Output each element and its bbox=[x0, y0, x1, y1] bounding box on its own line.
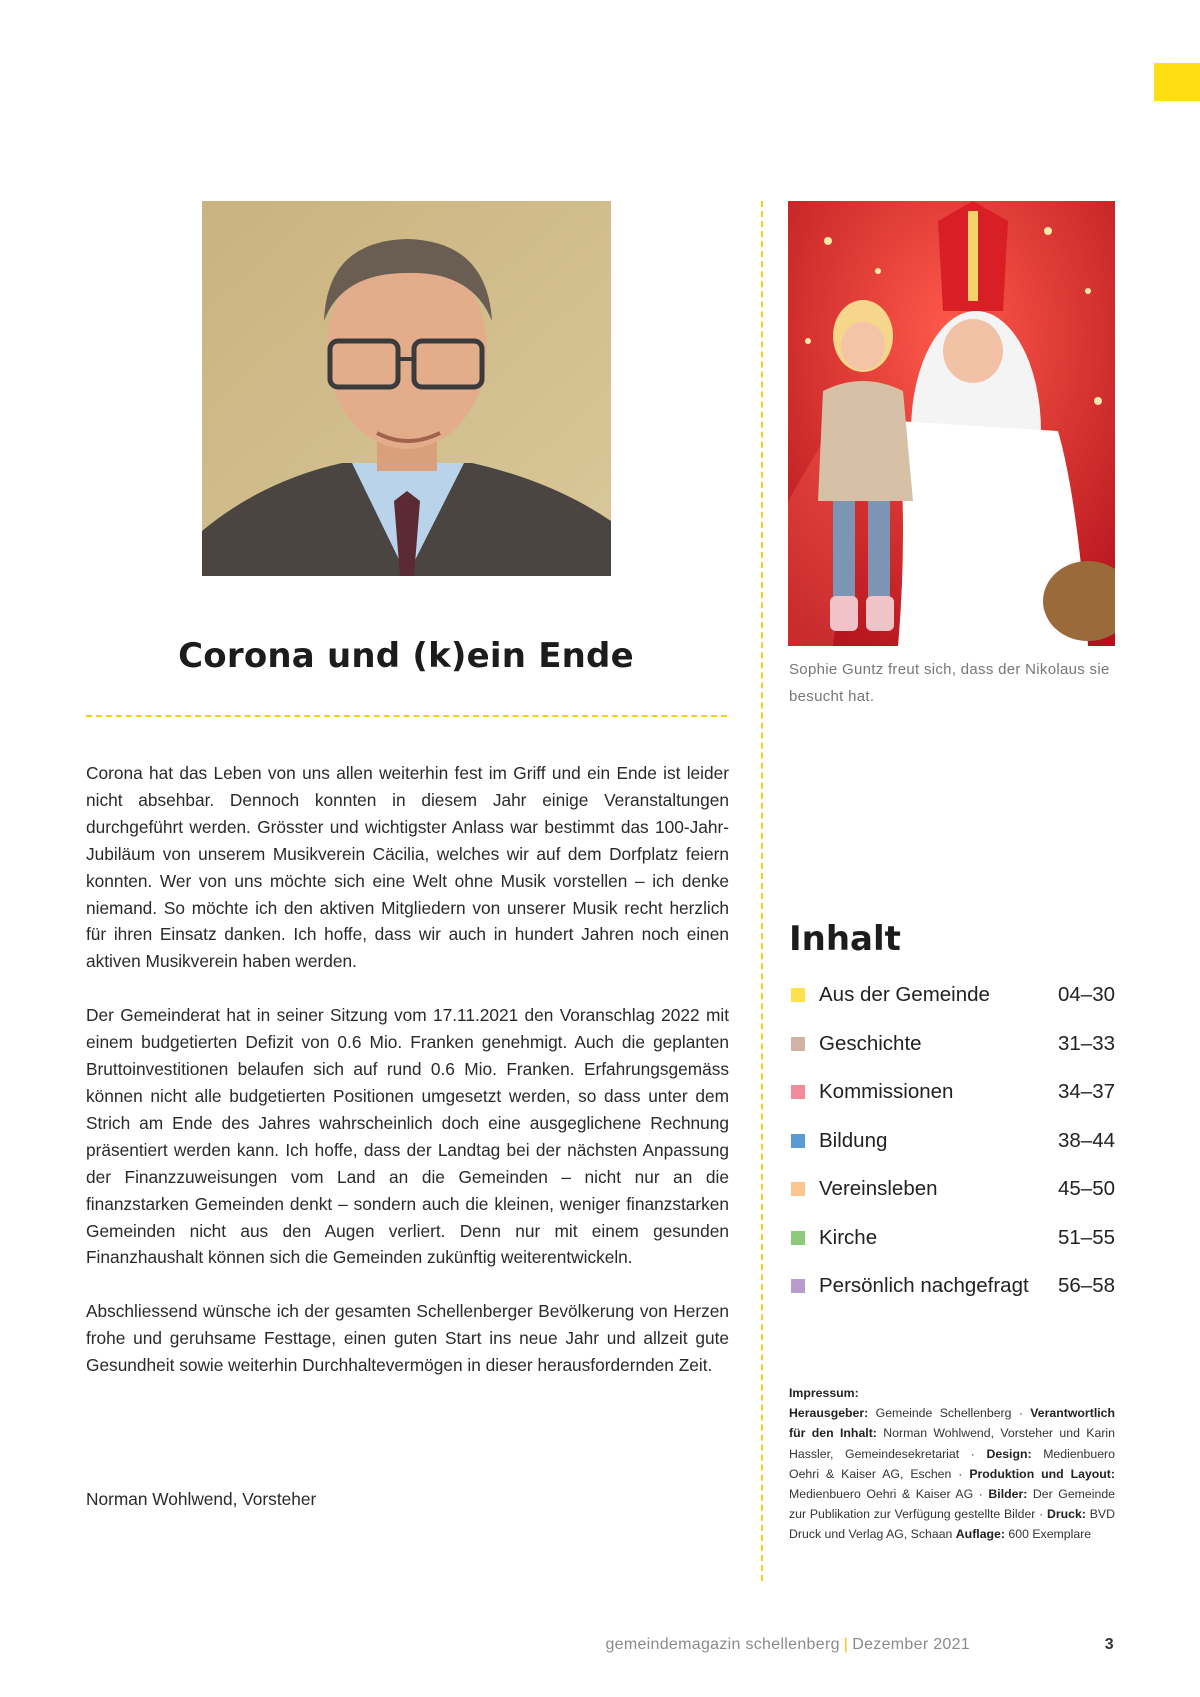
imprint-value: Der Gemeinde zur Publikation zur Verfügung gestellte Bilder bbox=[789, 1487, 1116, 1522]
toc-item-label: Geschichte bbox=[819, 1031, 922, 1055]
toc-item-pages: 04–30 bbox=[1057, 983, 1115, 1007]
imprint-value: Gemeinde Schellenberg bbox=[875, 1406, 1012, 1421]
imprint: Impressum: Herausgeber: Gemeinde Schellenberg · Verantwortlich für den Inhalt: Norman Wohlwend, Vorsteher und Karin Hassler, Gemeindesekretariat · Design: Medienbuero Oehri & Kaiser AG, Eschen · Produktion und Layout: Medienbuero Oehri & Kaiser AG · Bilder: Der Gemeinde zur Publikation zur Verfügung gestellte Bilder · Druck: BVD Druck und Verlag AG, Schaan Auflage: 600 Exemplare bbox=[789, 1386, 1116, 1542]
imprint-value: 600 Exemplare bbox=[1008, 1527, 1092, 1542]
toc-item[interactable] bbox=[791, 1262, 1115, 1311]
toc-item-pages: 45–50 bbox=[1057, 1177, 1115, 1201]
toc-item[interactable] bbox=[791, 1117, 1115, 1166]
toc-item[interactable] bbox=[791, 1214, 1115, 1263]
footer-publication bbox=[605, 1636, 970, 1654]
article-body bbox=[86, 760, 729, 1406]
article-paragraph: Corona hat das Leben von uns allen weiterhin fest im Griff und ein Ende ist leider nicht absehbar. Dennoch konnten in diesem Jahr einige Veranstaltungen durchgeführt werden. Grösster und wichtigster Anlass war bestimmt das 100-Jahr-Jubiläum von unserem Musikverein Cäcilia, welches wir auf dem Dorfplatz feiern konnten. Wer von uns möchte sich eine Welt ohne Musik vorstellen – ich denke niemand. So möchte ich den aktiven Mitgliedern von unserer Musik recht herzlich für ihren Einsatz danken. Ich hoffe, dass wir auch in hundert Jahren noch einen aktiven Musikverein haben werden. bbox=[86, 763, 729, 972]
footer-separator: | bbox=[843, 1636, 849, 1653]
footer-issue: Dezember 2021 bbox=[852, 1636, 970, 1653]
imprint-label: Auflage: bbox=[955, 1527, 1005, 1542]
toc-color-swatch bbox=[791, 1279, 805, 1293]
imprint-value: BVD Druck und Verlag AG, Schaan bbox=[789, 1507, 1116, 1542]
imprint-value: Medienbuero Oehri & Kaiser AG, Eschen bbox=[789, 1446, 1115, 1481]
toc-title: Inhalt bbox=[789, 919, 901, 959]
article-signature: Norman Wohlwend, Vorsteher bbox=[86, 1489, 317, 1509]
toc-color-swatch bbox=[791, 1134, 805, 1148]
toc-item-pages: 31–33 bbox=[1057, 1031, 1115, 1055]
toc-item-pages: 51–55 bbox=[1057, 1225, 1115, 1249]
toc-color-swatch bbox=[791, 1231, 805, 1245]
imprint-label: Bilder: bbox=[988, 1487, 1028, 1502]
page-number: 3 bbox=[1104, 1636, 1114, 1653]
toc-item[interactable] bbox=[791, 1020, 1115, 1069]
nikolaus-photo bbox=[788, 201, 1115, 646]
toc-item[interactable] bbox=[791, 1165, 1115, 1214]
article-headline: Corona und (k)ein Ende bbox=[178, 636, 634, 676]
portrait-photo bbox=[202, 201, 611, 576]
toc-color-swatch bbox=[791, 988, 805, 1002]
photo-caption: Sophie Guntz freut sich, dass der Nikolaus sie besucht hat. bbox=[789, 661, 1110, 705]
toc-item-label: Kommissionen bbox=[819, 1080, 954, 1104]
toc-item[interactable] bbox=[791, 1068, 1115, 1117]
imprint-label: Produktion und Layout: bbox=[969, 1466, 1115, 1481]
corner-color-tab bbox=[1154, 63, 1200, 101]
imprint-label: Druck: bbox=[1047, 1507, 1086, 1522]
toc-color-swatch bbox=[791, 1085, 805, 1099]
toc-color-swatch bbox=[791, 1037, 805, 1051]
imprint-value: Medienbuero Oehri & Kaiser AG bbox=[789, 1487, 974, 1502]
headline-divider bbox=[86, 715, 727, 717]
imprint-value: Norman Wohlwend, Vorsteher und Karin Hassler, Gemeindesekretariat bbox=[789, 1426, 1116, 1461]
article-paragraph: Der Gemeinderat hat in seiner Sitzung vom 17.11.2021 den Voranschlag 2022 mit einem budgetierten Defizit von 0.6 Mio. Franken genehmigt. Auch die geplanten Bruttoinvestitionen belaufen sich auf rund 0.6 Mio. Franken. Erfahrungsgemäss können nicht alle budgetierten Positionen umgesetzt werden, so dass unter dem Strich am Ende des Jahres wahrscheinlich doch eine ausgeglichene Rechnung präsentiert werden kann. Ich hoffe, dass der Landtag bei der nächsten Anpassung der Finanzzuweisungen vom Land an die Gemeinden – nicht nur an die finanzstarken Gemeinden denkt – sondern auch die kleinen, weniger finanzstarken Gemeinden nicht aus den Augen verliert. Denn nur mit einem gesunden Finanzhaushalt können sich die Gemeinden zukünftig weiterentwickeln. bbox=[86, 1005, 729, 1268]
toc-item-label: Persönlich nachgefragt bbox=[819, 1274, 1029, 1298]
toc-item[interactable] bbox=[791, 971, 1115, 1020]
table-of-contents bbox=[791, 971, 1115, 1311]
imprint-label: Herausgeber: bbox=[789, 1406, 869, 1421]
footer-magazine: gemeindemagazin schellenberg bbox=[605, 1636, 840, 1653]
imprint-label: Verantwortlich für den Inhalt: bbox=[789, 1406, 1115, 1441]
toc-item-pages: 34–37 bbox=[1057, 1080, 1115, 1104]
imprint-heading: Impressum: bbox=[789, 1386, 859, 1400]
toc-item-label: Aus der Gemeinde bbox=[819, 983, 990, 1007]
toc-item-label: Vereinsleben bbox=[819, 1177, 938, 1201]
toc-color-swatch bbox=[791, 1182, 805, 1196]
toc-item-pages: 56–58 bbox=[1057, 1274, 1115, 1298]
column-divider bbox=[761, 201, 763, 1581]
toc-item-label: Kirche bbox=[819, 1225, 878, 1249]
imprint-label: Design: bbox=[986, 1446, 1032, 1461]
toc-item-pages: 38–44 bbox=[1057, 1128, 1115, 1152]
article-paragraph: Abschliessend wünsche ich der gesamten Schellenberger Bevölkerung von Herzen frohe und geruhsame Festtage, einen guten Start ins neue Jahr und allzeit gute Gesundheit sowie weiterhin Durchhaltevermögen in dieser herausfordernden Zeit. bbox=[86, 1301, 729, 1376]
toc-item-label: Bildung bbox=[819, 1128, 888, 1152]
